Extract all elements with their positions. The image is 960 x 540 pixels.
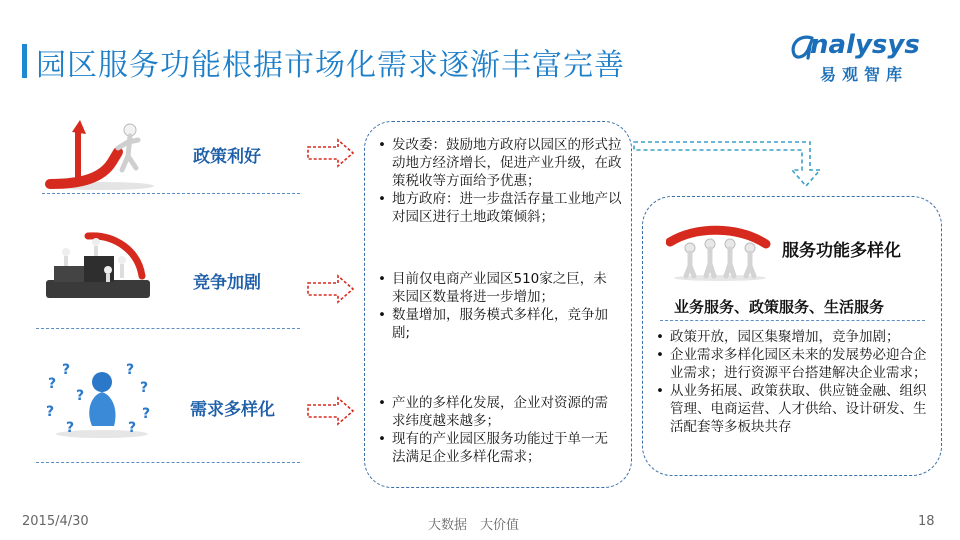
page-title: 园区服务功能根据市场化需求逐渐丰富完善: [36, 48, 625, 83]
row-label-demand: 需求多样化: [190, 400, 275, 420]
svg-text:?: ?: [140, 380, 149, 396]
list-item: • 现有的产业园区服务功能过于单一无法满足企业多样化需求；: [378, 430, 610, 466]
logo-brand-text: nalysys: [810, 30, 920, 60]
right-heading: 服务功能多样化: [782, 241, 901, 261]
svg-text:?: ?: [126, 362, 135, 378]
team-lifting-arrow-icon: [666, 220, 774, 282]
list-item: • 产业的多样化发展，企业对资源的需求纬度越来越多；: [378, 394, 610, 430]
analysys-logo: [790, 28, 940, 86]
right-subheading: 业务服务、政策服务、生活服务: [674, 298, 885, 316]
row-divider-2: [36, 328, 300, 329]
list-item: • 政策开放，园区集聚增加，竞争加剧；: [656, 328, 932, 346]
svg-text:?: ?: [128, 420, 137, 436]
service-detail-list: [656, 328, 932, 436]
rising-arrow-figure-icon: [42, 118, 160, 190]
svg-text:?: ?: [66, 420, 75, 436]
logo-subtitle: 易观智库: [820, 65, 909, 84]
svg-text:?: ?: [142, 406, 151, 422]
list-item: • 数量增加，服务模式多样化，竞争加剧;: [378, 306, 610, 342]
list-item: • 目前仅电商产业园区510家之巨，未来园区数量将进一步增加；: [378, 270, 610, 306]
arrow-right-icon-1: [306, 138, 356, 168]
arrow-right-icon-3: [306, 396, 356, 426]
list-item: • 从业务拓展、政策获取、供应链金融、组织管理、电商运营、人才供给、设计研发、生活配套等多板块共存: [656, 382, 932, 436]
footer-slogan: 大数据 大价值: [428, 518, 520, 533]
arrow-right-icon-2: [306, 274, 356, 304]
competing-figures-icon: [44, 230, 152, 302]
row-label-policy: 政策利好: [193, 147, 261, 167]
footer-date: 2015/4/30: [22, 514, 89, 529]
list-item: • 地方政府：进一步盘活存量工业地产以对园区进行土地政策倾斜；: [378, 190, 624, 226]
svg-text:?: ?: [62, 362, 71, 378]
svg-text:?: ?: [48, 376, 57, 392]
list-item: • 企业需求多样化园区未来的发展势必迎合企业需求；进行资源平台搭建解决企业需求；: [656, 346, 932, 382]
competition-detail-list: [378, 270, 610, 342]
list-item: • 发改委：鼓励地方政府以园区的形式拉动地方经济增长，促进产业升级，在政策税收等方面给予优惠；: [378, 136, 624, 190]
connector-arrow-icon: [630, 134, 830, 200]
row-divider-3: [36, 462, 300, 463]
policy-detail-list: [378, 136, 624, 226]
demand-detail-list: [378, 394, 610, 466]
footer-page-number: 18: [918, 514, 935, 529]
thinking-figure-question-marks-icon: [42, 360, 160, 440]
svg-text:?: ?: [46, 404, 55, 420]
svg-text:?: ?: [76, 388, 85, 404]
row-divider-1: [42, 193, 300, 194]
title-accent-bar: [22, 44, 27, 78]
row-label-competition: 竞争加剧: [193, 273, 261, 293]
right-divider: [660, 320, 925, 321]
